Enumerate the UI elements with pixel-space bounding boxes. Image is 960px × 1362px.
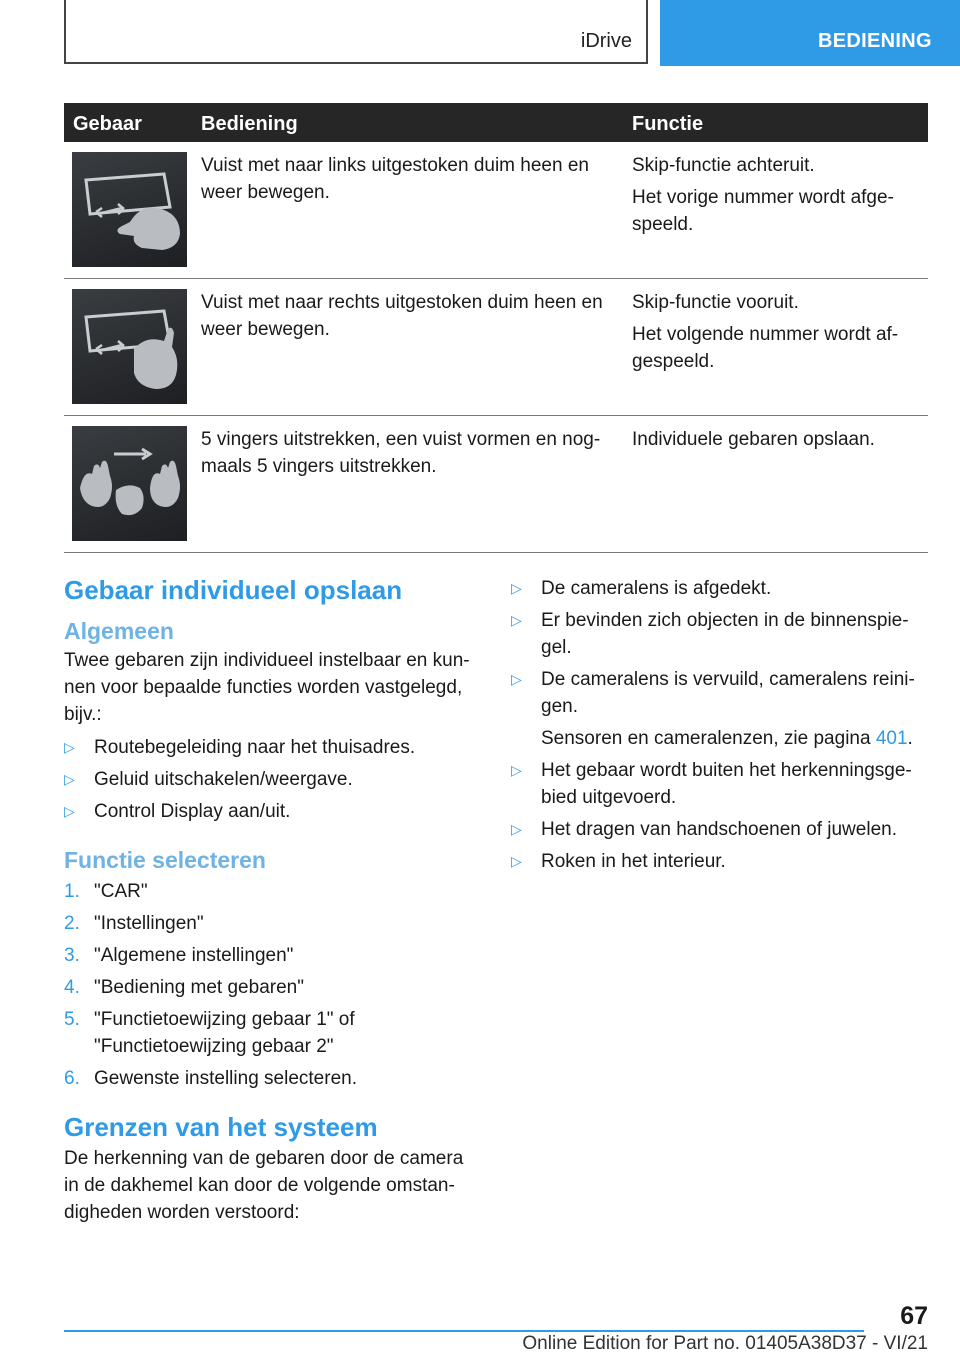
- list-item: ▷ De cameralens is afgedekt.: [511, 575, 926, 602]
- table-header: [64, 103, 928, 142]
- col-header-functie: Functie: [632, 113, 704, 135]
- header-title: iDrive: [580, 30, 632, 52]
- page-link-401[interactable]: 401: [875, 728, 908, 749]
- right-column: [511, 575, 926, 875]
- steps-list: [64, 878, 474, 1092]
- list-item: ▷ De cameralens is vervuild, cameralens reini-gen.: [511, 666, 926, 720]
- list-item: ▷ Control Display aan/uit.: [64, 798, 474, 825]
- bediening-text: 5 vingers uitstrekken, een vuist vormen en nog-maals 5 vingers uitstrekken.: [201, 429, 601, 477]
- bediening-text: Vuist met naar links uitgestoken duim heen en weer bewegen.: [201, 155, 589, 203]
- bullet-triangle-icon: ▷: [511, 853, 522, 869]
- list-item: ▷ Routebegeleiding naar het thuisadres.: [64, 734, 474, 761]
- list-item: ▷ Er bevinden zich objecten in de binnenspie-gel.: [511, 607, 926, 661]
- bullet-triangle-icon: ▷: [64, 771, 75, 787]
- gesture-table: [64, 103, 928, 553]
- table-row: [64, 142, 928, 279]
- bullet-triangle-icon: ▷: [511, 671, 522, 687]
- bullet-triangle-icon: ▷: [511, 762, 522, 778]
- bullet-triangle-icon: ▷: [511, 612, 522, 628]
- gesture-thumb-save-icon: [72, 426, 187, 541]
- bullet-triangle-icon: ▷: [64, 739, 75, 755]
- list-item: 2. "Instellingen": [64, 913, 204, 934]
- subheading-algemeen: Algemeen: [64, 618, 174, 644]
- section-title-grenzen: Grenzen van het systeem: [64, 1112, 378, 1142]
- functie-cell: [632, 289, 922, 380]
- list-item: ▷ Het gebaar wordt buiten het herkenningsge-bied uitgevoerd.: [511, 757, 926, 811]
- section-title: Gebaar individueel opslaan: [64, 575, 403, 605]
- list-item: 5. "Functietoewijzing gebaar 1" of "Functietoewijzing gebaar 2": [64, 1009, 355, 1057]
- functie-cell: [632, 426, 922, 458]
- list-item: ▷ Het dragen van handschoenen of juwelen.: [511, 816, 926, 843]
- col-header-bediening: Bediening: [201, 113, 298, 135]
- bullet-triangle-icon: ▷: [511, 580, 522, 596]
- bediening-text: Vuist met naar rechts uitgestoken duim heen en weer bewegen.: [201, 292, 603, 340]
- list-item: 1. "CAR": [64, 881, 148, 902]
- table-row: [64, 416, 928, 553]
- gesture-thumb-right-icon: [72, 289, 187, 404]
- general-bullet-list: [64, 734, 474, 825]
- functie-line: Skip-functie vooruit.: [632, 292, 799, 313]
- list-item: 6. Gewenste instelling selecteren.: [64, 1068, 357, 1089]
- limits-text: De herkenning van de gebaren door de camera in de dakhemel kan door de volgende omstan-digheden worden verstoord:: [64, 1148, 464, 1223]
- functie-line: Individuele gebaren opslaan.: [632, 429, 875, 450]
- list-item: ▷ Geluid uitschakelen/weergave.: [64, 766, 474, 793]
- footer-divider: [64, 1330, 864, 1332]
- section-tab[interactable]: BEDIENING: [660, 0, 960, 66]
- sensor-note: Sensoren en cameralenzen, zie pagina 401.: [541, 728, 913, 749]
- list-item: 3. "Algemene instellingen": [64, 945, 294, 966]
- functie-line: Skip-functie achteruit.: [632, 155, 815, 176]
- footer-edition: Online Edition for Part no. 01405A38D37 - VI/21: [522, 1333, 928, 1354]
- table-row: [64, 279, 928, 416]
- left-column: [64, 575, 474, 1226]
- general-text: Twee gebaren zijn individueel instelbaar en kun-nen voor bepaalde functies worden vastgelegd, bijv.:: [64, 650, 470, 725]
- bullet-triangle-icon: ▷: [64, 803, 75, 819]
- functie-line: Het vorige nummer wordt afge-speeld.: [632, 187, 894, 235]
- bullet-triangle-icon: ▷: [511, 821, 522, 837]
- list-item: 4. "Bediening met gebaren": [64, 977, 304, 998]
- list-item: ▷ Roken in het interieur.: [511, 848, 926, 875]
- functie-line: Het volgende nummer wordt af-gespeeld.: [632, 324, 899, 372]
- header-box: [64, 0, 648, 64]
- gesture-thumb-left-icon: [72, 152, 187, 267]
- functie-cell: [632, 152, 922, 243]
- subheading-functie-selecteren: Functie selecteren: [64, 847, 266, 873]
- col-header-gebaar: Gebaar: [73, 113, 142, 135]
- page-number: 67: [900, 1302, 928, 1330]
